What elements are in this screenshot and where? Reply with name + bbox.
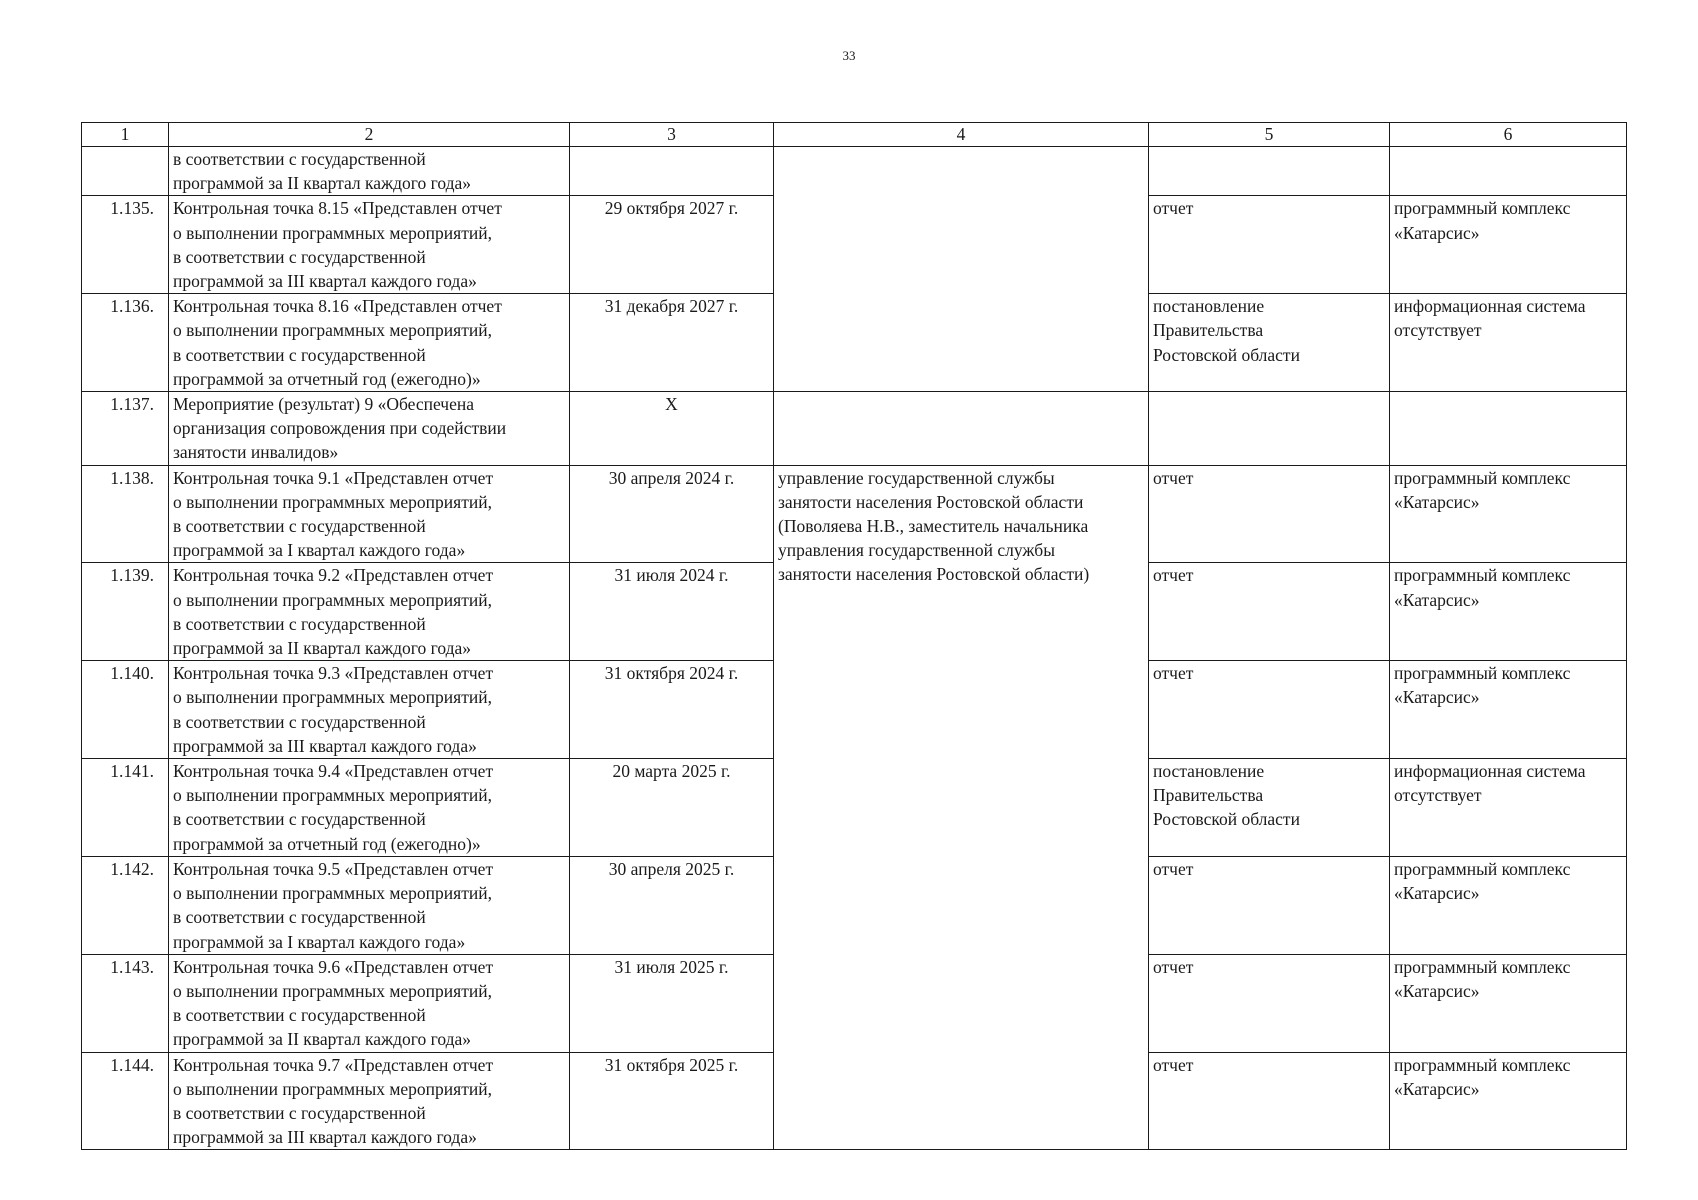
- row-document-form: отчет: [1149, 465, 1390, 563]
- row-responsible: [774, 147, 1149, 392]
- row-description: Контрольная точка 8.15 «Представлен отчет о выполнении программных мероприятий, в соответствии с государственной программой за III квартал каждого года»: [169, 196, 570, 294]
- row-date: 31 июля 2024 г.: [570, 563, 774, 661]
- table-row: [82, 392, 1627, 466]
- row-information-system: программный комплекс «Катарсис»: [1390, 465, 1627, 563]
- row-document-form: отчет: [1149, 1052, 1390, 1150]
- row-number: 1.141.: [82, 759, 169, 857]
- column-header: 3: [570, 123, 774, 147]
- row-document-form: отчет: [1149, 661, 1390, 759]
- table-header-row: [82, 123, 1627, 147]
- table-row: [82, 147, 1627, 196]
- row-date: 31 декабря 2027 г.: [570, 294, 774, 392]
- page-number: 33: [842, 48, 856, 63]
- row-description: в соответствии с государственной программой за II квартал каждого года»: [169, 147, 570, 196]
- row-number: 1.136.: [82, 294, 169, 392]
- row-information-system: программный комплекс «Катарсис»: [1390, 196, 1627, 294]
- row-number: 1.144.: [82, 1052, 169, 1150]
- row-description: Контрольная точка 9.4 «Представлен отчет о выполнении программных мероприятий, в соответствии с государственной программой за отчетный год (ежегодно)»: [169, 759, 570, 857]
- row-information-system: программный комплекс «Катарсис»: [1390, 563, 1627, 661]
- row-description: Мероприятие (результат) 9 «Обеспечена организация сопровождения при содействии занятости инвалидов»: [169, 392, 570, 466]
- row-information-system: программный комплекс «Катарсис»: [1390, 954, 1627, 1052]
- row-document-form: [1149, 147, 1390, 196]
- table-row: [82, 465, 1627, 563]
- row-information-system: [1390, 392, 1627, 466]
- row-information-system: программный комплекс «Катарсис»: [1390, 661, 1627, 759]
- row-number: 1.135.: [82, 196, 169, 294]
- row-description: Контрольная точка 9.2 «Представлен отчет о выполнении программных мероприятий, в соответствии с государственной программой за II квартал каждого года»: [169, 563, 570, 661]
- row-number: 1.142.: [82, 856, 169, 954]
- row-number: 1.138.: [82, 465, 169, 563]
- row-date: 31 октября 2025 г.: [570, 1052, 774, 1150]
- row-number: 1.139.: [82, 563, 169, 661]
- row-description: Контрольная точка 9.5 «Представлен отчет о выполнении программных мероприятий, в соответствии с государственной программой за I квартал каждого года»: [169, 856, 570, 954]
- column-header: 4: [774, 123, 1149, 147]
- row-document-form: постановление Правительства Ростовской области: [1149, 759, 1390, 857]
- row-document-form: отчет: [1149, 196, 1390, 294]
- row-date: 31 октября 2024 г.: [570, 661, 774, 759]
- row-information-system: информационная система отсутствует: [1390, 759, 1627, 857]
- row-information-system: программный комплекс «Катарсис»: [1390, 1052, 1627, 1150]
- row-number: [82, 147, 169, 196]
- row-date: Х: [570, 392, 774, 466]
- row-document-form: постановление Правительства Ростовской области: [1149, 294, 1390, 392]
- row-date: 31 июля 2025 г.: [570, 954, 774, 1052]
- row-description: Контрольная точка 9.7 «Представлен отчет о выполнении программных мероприятий, в соответствии с государственной программой за III квартал каждого года»: [169, 1052, 570, 1150]
- row-document-form: [1149, 392, 1390, 466]
- row-number: 1.140.: [82, 661, 169, 759]
- column-header: 6: [1390, 123, 1627, 147]
- column-header: 2: [169, 123, 570, 147]
- row-responsible: управление государственной службы занятости населения Ростовской области (Поволяева Н.В., заместитель начальника управления государственной службы занятости населения Ростовской области): [774, 465, 1149, 1150]
- row-information-system: [1390, 147, 1627, 196]
- row-document-form: отчет: [1149, 563, 1390, 661]
- row-description: Контрольная точка 9.6 «Представлен отчет о выполнении программных мероприятий, в соответствии с государственной программой за II квартал каждого года»: [169, 954, 570, 1052]
- row-date: [570, 147, 774, 196]
- row-responsible: [774, 392, 1149, 466]
- row-description: Контрольная точка 9.1 «Представлен отчет о выполнении программных мероприятий, в соответствии с государственной программой за I квартал каждого года»: [169, 465, 570, 563]
- row-date: 20 марта 2025 г.: [570, 759, 774, 857]
- row-information-system: информационная система отсутствует: [1390, 294, 1627, 392]
- schedule-table: [81, 122, 1627, 1150]
- row-date: 30 апреля 2025 г.: [570, 856, 774, 954]
- row-number: 1.137.: [82, 392, 169, 466]
- row-number: 1.143.: [82, 954, 169, 1052]
- row-description: Контрольная точка 8.16 «Представлен отчет о выполнении программных мероприятий, в соответствии с государственной программой за отчетный год (ежегодно)»: [169, 294, 570, 392]
- column-header: 1: [82, 123, 169, 147]
- row-document-form: отчет: [1149, 954, 1390, 1052]
- row-date: 30 апреля 2024 г.: [570, 465, 774, 563]
- row-description: Контрольная точка 9.3 «Представлен отчет о выполнении программных мероприятий, в соответствии с государственной программой за III квартал каждого года»: [169, 661, 570, 759]
- row-information-system: программный комплекс «Катарсис»: [1390, 856, 1627, 954]
- row-date: 29 октября 2027 г.: [570, 196, 774, 294]
- column-header: 5: [1149, 123, 1390, 147]
- row-document-form: отчет: [1149, 856, 1390, 954]
